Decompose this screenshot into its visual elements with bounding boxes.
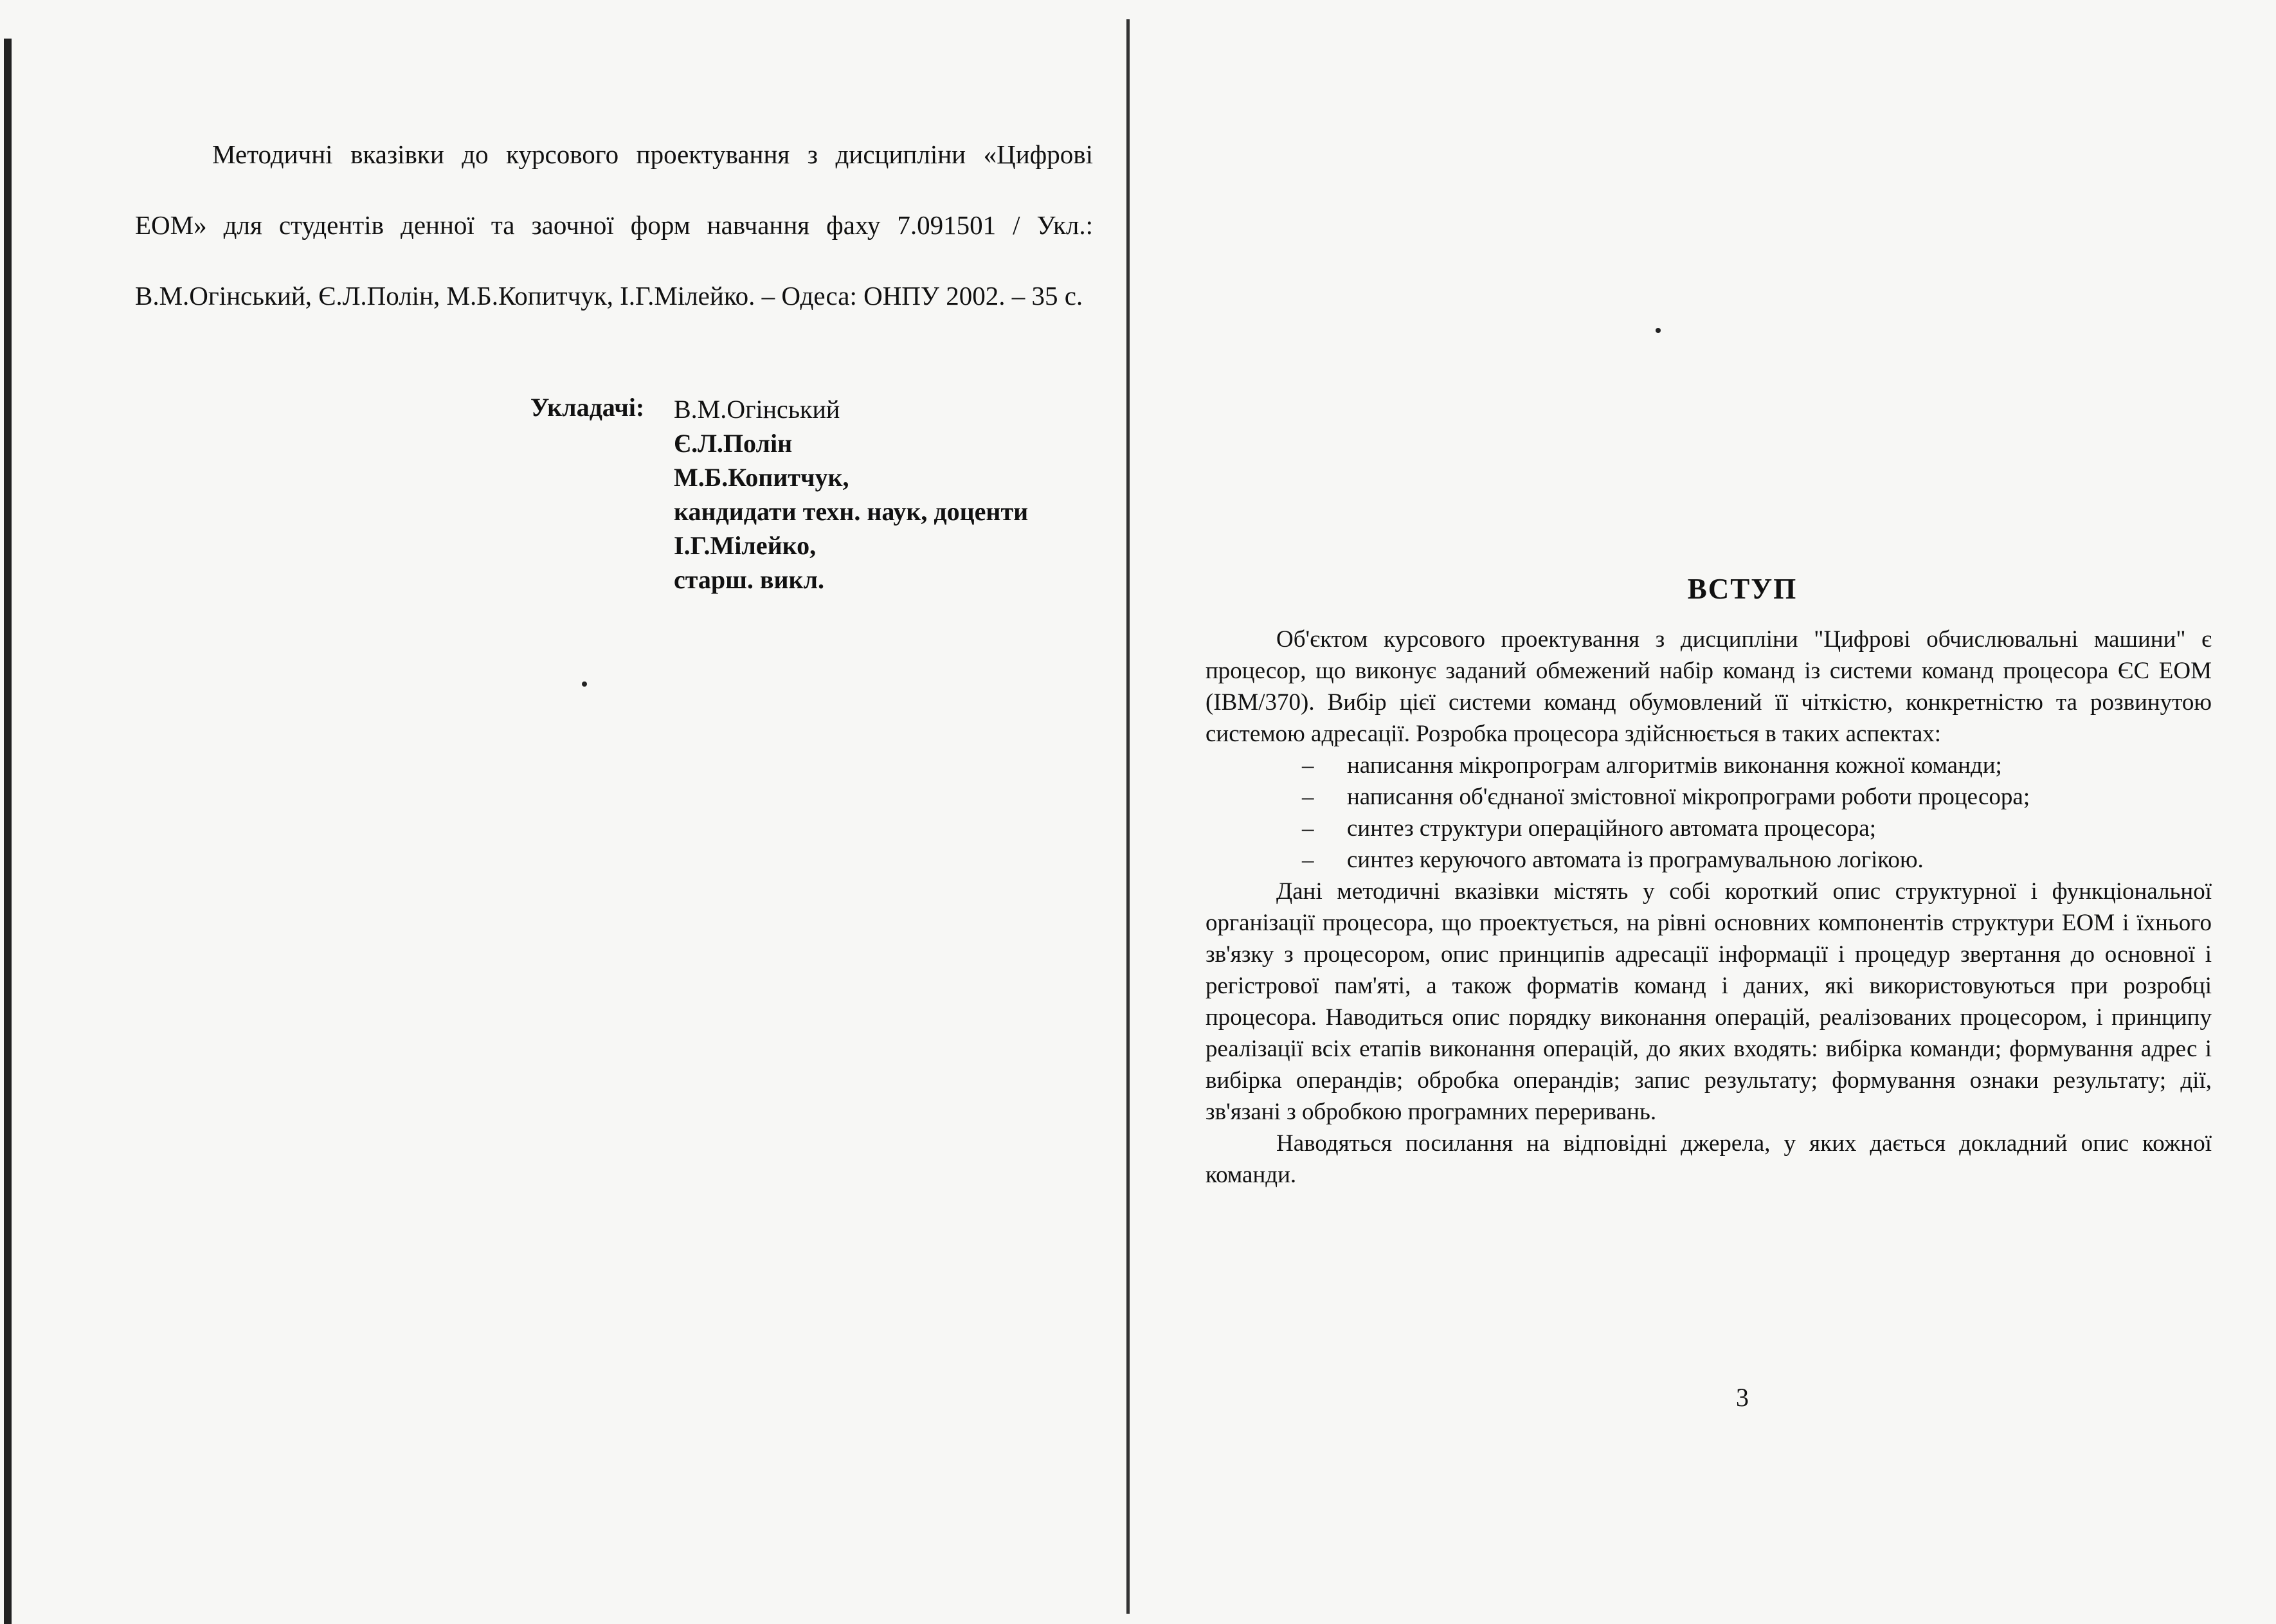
compiler-line: старш. викл.	[674, 565, 825, 594]
aspects-list	[1206, 750, 2212, 876]
bibliographic-annotation: Методичні вказівки до курсового проектування з дисципліни «Цифрові ЕОМ» для студентів денної та заочної форм навчання фаху 7.091501 / Укл.: В.М.Огінський, Є.Л.Полін, М.Б.Копитчук, І.Г.Мілейко. – Одеса: ОНПУ 2002. – 35 с.	[135, 140, 1093, 311]
compilers-label: Укладачі:	[530, 393, 645, 422]
compiler-line: М.Б.Копитчук,	[674, 463, 849, 492]
description-paragraph: Дані методичні вказівки містять у собі короткий опис структурної і функціональної організації процесора, що проектується, на рівні основних компонентів структури ЕОМ і їхнього зв'язку з процесором, опис принципів адресації інформації і процедур звертання до основної і регістрової пам'яті, а також форматів команд і даних, які використовуються при розробці процесора. Наводиться опис порядку виконання операцій, реалізованих процесором, і принципу реалізації всіх етапів виконання операцій, до яких входять: вибірка команди; формування адрес і вибірка операндів; обробка операндів; запис результату; формування ознаки результату; дії, зв'язані з обробкою програмних переривань.	[1206, 878, 2212, 1125]
book-spine	[1126, 19, 1130, 1614]
aspect-item: – синтез структури операційного автомата процесора;	[1206, 813, 2212, 844]
aspect-item: – написання мікропрограм алгоритмів виконання кожної команди;	[1206, 750, 2212, 781]
bullet-dash: –	[1302, 752, 1314, 779]
compiler-line: В.М.Огінський	[674, 395, 840, 424]
introduction-text	[1206, 624, 2212, 1191]
aspect-item: – написання об'єднаної змістовної мікропрограми роботи процесора;	[1206, 781, 2212, 813]
references-paragraph: Наводяться посилання на відповідні джерела, у яких дається докладний опис кожної команди.	[1206, 1130, 2212, 1188]
section-heading: ВСТУП	[1687, 573, 1798, 605]
page-number: 3	[1736, 1383, 1749, 1412]
right-page	[1132, 0, 2276, 1624]
scan-speck	[1656, 328, 1661, 333]
compiler-line: Є.Л.Полін	[674, 429, 793, 458]
binding-edge	[4, 39, 12, 1624]
intro-paragraph: Об'єктом курсового проектування з дисципліни "Цифрові обчислювальні машини" є процесор, що виконує заданий обмежений набір команд із системи команд процесора ЄС ЕОМ (IBM/370). Вибір цієї системи команд обумовлений її чіткістю, конкретністю та розвинутою системою адресації. Розробка процесора здійснюється в таких аспектах:	[1206, 626, 2212, 747]
left-page	[0, 0, 1132, 1624]
compiler-line: І.Г.Мілейко,	[674, 531, 817, 560]
bullet-dash: –	[1302, 784, 1314, 810]
scan-speck	[582, 681, 587, 687]
aspect-item: – синтез керуючого автомата із програмувальною логікою.	[1206, 844, 2212, 876]
bullet-dash: –	[1302, 815, 1314, 842]
compilers-list	[674, 392, 1028, 597]
bullet-dash: –	[1302, 847, 1314, 873]
compiler-line: кандидати техн. наук, доценти	[674, 497, 1029, 526]
